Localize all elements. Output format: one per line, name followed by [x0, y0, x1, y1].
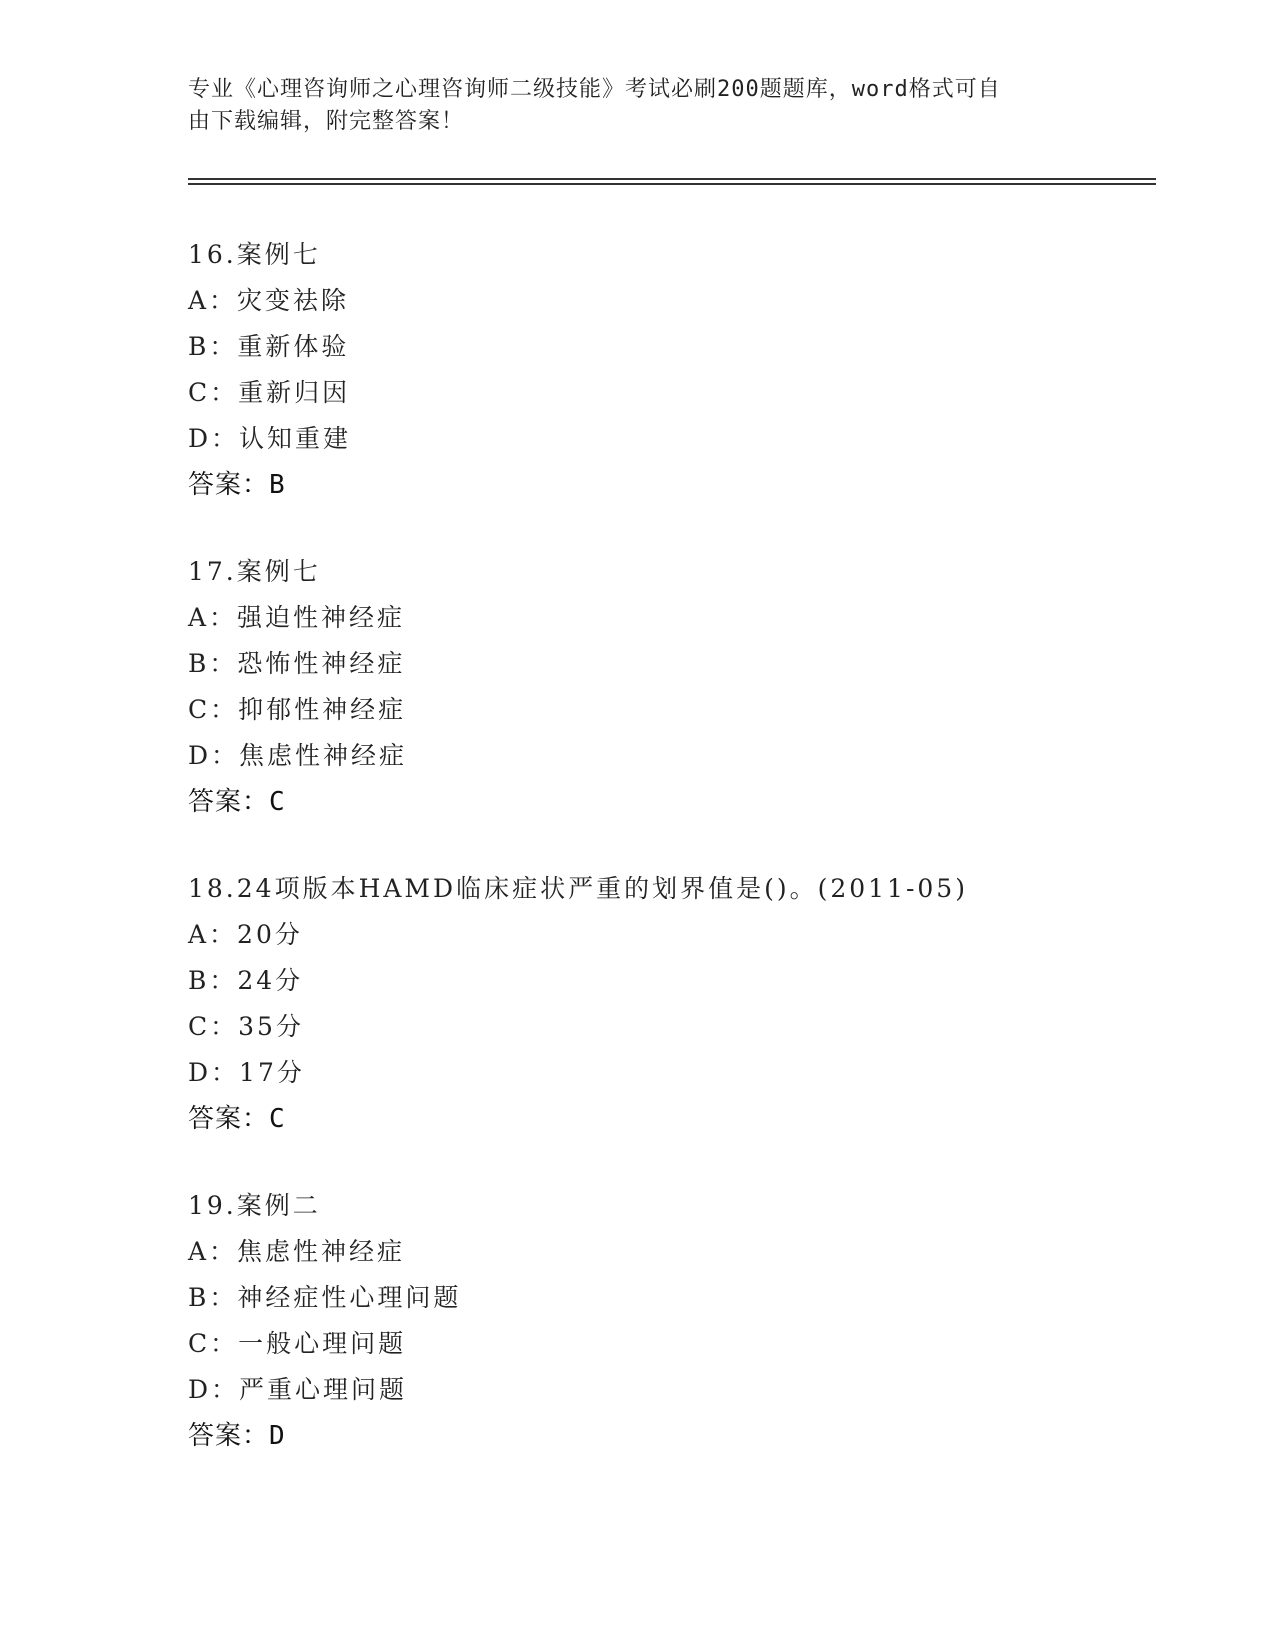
question-title: 19.案例二: [188, 1191, 321, 1220]
option-d: D：17分: [188, 1058, 305, 1087]
answer: 答案：C: [188, 1104, 286, 1134]
option-a: A：20分: [188, 920, 303, 949]
option-c: C：一般心理问题: [188, 1329, 407, 1358]
option-c: C：35分: [188, 1012, 304, 1041]
question-17: [188, 549, 407, 825]
option-a: A：灾变祛除: [188, 286, 350, 315]
option-d: D：焦虑性神经症: [188, 741, 408, 770]
document-header: [188, 74, 1068, 138]
answer: 答案：B: [188, 470, 286, 500]
question-16: [188, 232, 351, 508]
option-b: B：神经症性心理问题: [188, 1283, 462, 1312]
question-title: 16.案例七: [188, 240, 321, 269]
question-19: [188, 1183, 461, 1459]
option-c: C：抑郁性神经症: [188, 695, 407, 724]
answer: 答案：D: [188, 1421, 286, 1451]
option-d: D：认知重建: [188, 424, 352, 453]
option-b: B：恐怖性神经症: [188, 649, 406, 678]
question-18: [188, 866, 968, 1142]
header-divider-bottom: [188, 183, 1156, 185]
question-title: 17.案例七: [188, 557, 321, 586]
answer: 答案：C: [188, 787, 286, 817]
option-b: B：重新体验: [188, 332, 350, 361]
option-a: A：强迫性神经症: [188, 603, 406, 632]
option-b: B：24分: [188, 966, 304, 995]
option-d: D：严重心理问题: [188, 1375, 408, 1404]
header-divider-top: [188, 178, 1156, 180]
option-a: A：焦虑性神经症: [188, 1237, 406, 1266]
option-c: C：重新归因: [188, 378, 351, 407]
question-title: 18.24项版本HAMD临床症状严重的划界值是()。(2011-05): [188, 874, 968, 903]
header-line-2: 由下载编辑，附完整答案！: [188, 109, 465, 134]
header-line-1: 专业《心理咨询师之心理咨询师二级技能》考试必刷200题题库，word格式可自: [188, 77, 1001, 102]
